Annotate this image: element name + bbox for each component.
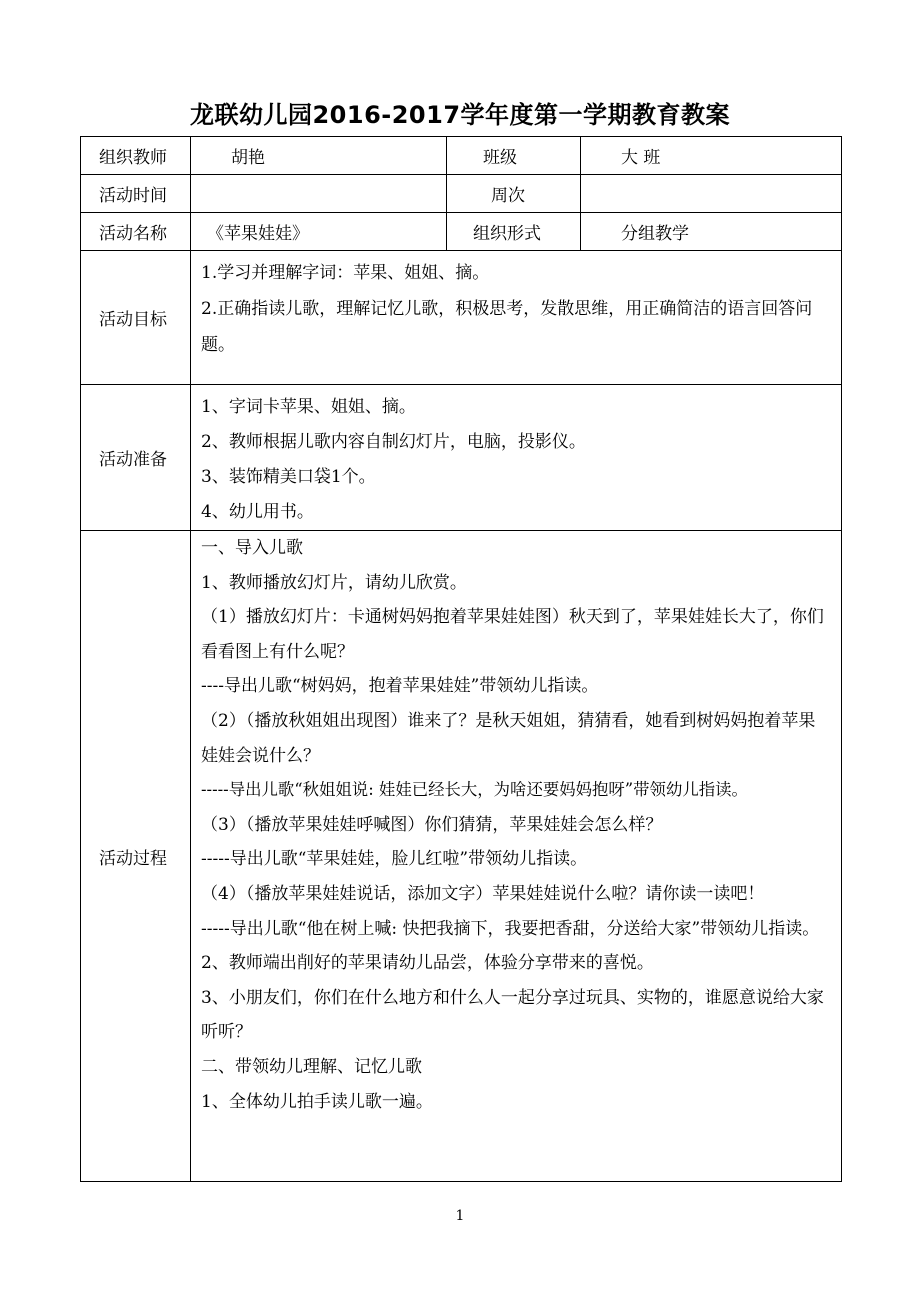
process-row <box>81 531 842 1182</box>
form-value: 分组教学 <box>581 213 842 251</box>
process-label: 活动过程 <box>81 531 191 1182</box>
teacher-label: 组织教师 <box>81 137 191 175</box>
process-line: （4）（播放苹果娃娃说话，添加文字）苹果娃娃说什么啦？请你读一读吧！ <box>201 883 765 904</box>
form-label: 组织形式 <box>447 213 581 251</box>
goals-content <box>191 251 842 385</box>
preparation-line: 3、装饰精美口袋1个。 <box>201 467 376 487</box>
class-value: 大 班 <box>581 137 842 175</box>
teacher-row <box>81 137 842 175</box>
process-line: （1）播放幻灯片：卡通树妈妈抱着苹果娃娃图）秋天到了，苹果娃娃长大了，你们看看图上有什么呢？ <box>201 607 824 662</box>
page-number: 1 <box>455 1208 465 1224</box>
process-line: ----导出儿歌“树妈妈，抱着苹果娃娃”带领幼儿指读。 <box>201 676 599 697</box>
week-label: 周次 <box>447 175 581 213</box>
preparation-row <box>81 385 842 531</box>
process-line: 3、小朋友们，你们在什么地方和什么人一起分享过玩具、实物的，谁愿意说给大家听听？ <box>201 987 824 1043</box>
goals-label: 活动目标 <box>81 251 191 385</box>
process-line: （2）（播放秋姐姐出现图）谁来了？是秋天姐姐，猜猜看，她看到树妈妈抱着苹果娃娃会说什么？ <box>201 710 816 766</box>
activity-name-label: 活动名称 <box>81 213 191 251</box>
preparation-line: 1、字词卡苹果、姐姐、摘。 <box>201 397 416 417</box>
process-line: -----导出儿歌“秋姐姐说: 娃娃已经长大，为啥还要妈妈抱呀”带领幼儿指读。 <box>201 780 748 800</box>
process-line: （3）（播放苹果娃娃呼喊图）你们猜猜，苹果娃娃会怎么样？ <box>201 814 663 835</box>
lesson-plan-table <box>80 136 842 1182</box>
page-title: 龙联幼儿园2016-2017学年度第一学期教育教案 <box>189 101 731 129</box>
preparation-line: 4、幼儿用书。 <box>201 502 314 522</box>
time-row <box>81 175 842 213</box>
week-value <box>581 175 842 213</box>
process-line: 一、导入儿歌 <box>201 538 303 558</box>
process-content <box>191 531 842 1182</box>
time-value <box>191 175 447 213</box>
process-line: 2、教师端出削好的苹果请幼儿品尝，体验分享带来的喜悦。 <box>201 953 654 974</box>
goal-line: 2.正确指读儿歌，理解记忆儿歌，积极思考，发散思维，用正确简洁的语言回答问题。 <box>201 299 813 355</box>
preparation-content <box>191 385 842 531</box>
activity-name-value: 《苹果娃娃》 <box>191 213 447 251</box>
process-line: 1、教师播放幻灯片，请幼儿欣赏。 <box>201 572 467 593</box>
preparation-line: 2、教师根据儿歌内容自制幻灯片，电脑，投影仪。 <box>201 432 586 452</box>
process-line: 二、带领幼儿理解、记忆儿歌 <box>201 1056 422 1077</box>
teacher-value: 胡艳 <box>191 137 447 175</box>
time-label: 活动时间 <box>81 175 191 213</box>
preparation-label: 活动准备 <box>81 385 191 531</box>
process-line: -----导出儿歌“苹果娃娃，脸儿红啦”带领幼儿指读。 <box>201 849 588 870</box>
goal-line: 1.学习并理解字词：苹果、姐姐、摘。 <box>201 263 490 283</box>
process-line: 1、全体幼儿拍手读儿歌一遍。 <box>201 1091 433 1112</box>
process-line: -----导出儿歌“他在树上喊: 快把我摘下，我要把香甜，分送给大家”带领幼儿指读。 <box>201 918 820 939</box>
name-row <box>81 213 842 251</box>
goals-row <box>81 251 842 385</box>
class-label: 班级 <box>447 137 581 175</box>
